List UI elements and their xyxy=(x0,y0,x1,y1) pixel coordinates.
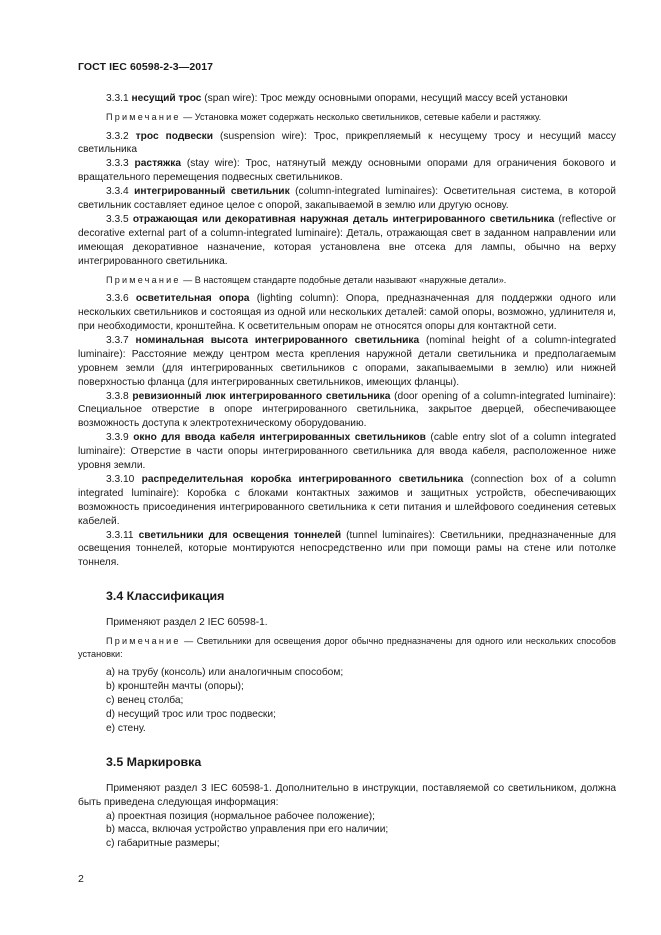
section-heading-marking: 3.5 Маркировка xyxy=(106,754,202,769)
definition-3-3-8: 3.3.8 ревизионный люк интегрированного светильника (door opening of a column-integrated luminaire): Специальное отверстие в опоре интегрированного светильника, закрытое дверцей, обеспечивающее возможность доступа к электротехническому оборудованию. xyxy=(78,390,616,430)
list-item: а) на трубу (консоль) или аналогичным способом; xyxy=(106,667,344,679)
list-item: a) проектная позиция (нормальное рабочее положение); xyxy=(106,810,375,822)
list-item: c) венец столба; xyxy=(106,695,184,707)
page-body xyxy=(78,92,616,851)
definition-3-3-10: 3.3.10 распределительная коробка интегрированного светильника (connection box of a column integrated luminaire): Коробка с блоками контактных зажимов и защитных устройств, обеспечивающих возможность присоединения интегрированного светильника к сети питания и шлейфового соединения сетевых кабелей. xyxy=(78,473,616,527)
classification-note: Примечание — Светильники для освещения дорог обычно предназначены для одного или нескольких способов установки: xyxy=(78,636,616,659)
list-item: b) кронштейн мачты (опоры); xyxy=(106,681,244,693)
definition-3-3-5: 3.3.5 отражающая или декоративная наружная деталь интегрированного светильника (reflective or decorative external part of a column-integrated luminaire): Деталь, отражающая свет в заданном направлении или имеющая декоративное назначение, которая установлена вне отсека для лампы, обычно на верху интегрированного светильника. xyxy=(78,213,616,267)
definition-3-3-2: 3.3.2 трос подвески (suspension wire): Трос, прикрепляемый к несущему тросу и несущий массу светильника xyxy=(78,130,616,156)
definition-3-3-11: 3.3.11 светильники для освещения тоннелей (tunnel luminaires): Светильники, предназначенные для освещения тоннелей, которые монтируются непосредственно или при помощи рамы на стене или потолке тоннеля. xyxy=(78,529,616,569)
list-item: e) стену. xyxy=(106,722,146,734)
definition-3-3-9: 3.3.9 окно для ввода кабеля интегрированных светильников (cable entry slot of a column integrated luminaire): Отверстие в части опоры интегрированного светильника для ввода кабеля, расположенное ниже уровня земли. xyxy=(78,432,616,472)
page-number: 2 xyxy=(78,873,84,885)
definition-3-3-4: 3.3.4 интегрированный светильник (column-integrated luminaires): Осветительная система, в которой светильник составляет единое целое с опорой, закапываемой в землю или другую основу. xyxy=(78,186,616,212)
list-item: c) габаритные размеры; xyxy=(106,838,220,850)
marking-intro: Применяют раздел 3 IEC 60598-1. Дополнительно в инструкции, поставляемой со светильником, должна быть приведена следующая информация: xyxy=(78,782,616,808)
definition-3-3-6: 3.3.6 осветительная опора (lighting column): Опора, предназначенная для поддержки одного или нескольких светильников и состоящая из одной или нескольких деталей: самой опоры, возможно, удлинителя и, при необходимости, кронштейна. К осветительным опорам не относятся опоры для контактной сети. xyxy=(78,293,616,332)
note-3-3-5: Примечание — В настоящем стандарте подобные детали называют «наружные детали». xyxy=(106,274,507,285)
classification-intro: Применяют раздел 2 IEC 60598-1. xyxy=(106,617,268,629)
definition-3-3-3: 3.3.3 растяжка (stay wire): Трос, натянутый между основными опорами для ограничения бокового и вращательного перемещения подвесных светильников. xyxy=(78,158,616,184)
standard-header: ГОСТ IEC 60598-2-3—2017 xyxy=(78,61,214,73)
note-3-3-1: Примечание — Установка может содержать несколько светильников, сетевые кабели и растяжку. xyxy=(106,111,542,122)
definition-3-3-7: 3.3.7 номинальная высота интегрированного светильника (nominal height of a column-integrated luminaire): Расстояние между центром места крепления наружной детали светильника и предполагаемым уровнем земли (для интегрированных светильников с опорами, закапываемыми в землю) или нижней поверхностью фланца (для интегрированных светильников, имеющих фланцы). xyxy=(78,334,616,388)
definition-3-3-1: 3.3.1 несущий трос (span wire): Трос между основными опорами, несущий массу всей установки xyxy=(106,93,568,104)
list-item: b) масса, включая устройство управления при его наличии; xyxy=(106,824,389,836)
list-item: d) несущий трос или трос подвески; xyxy=(106,709,276,720)
section-heading-classification: 3.4 Классификация xyxy=(106,589,225,604)
